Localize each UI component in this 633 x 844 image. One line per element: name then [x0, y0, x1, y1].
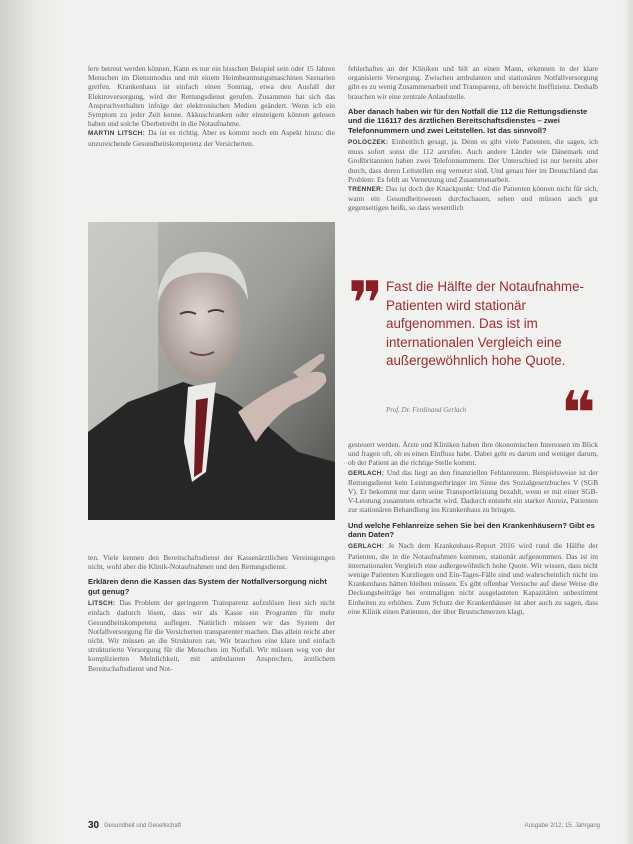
page-number: 30 [88, 820, 100, 831]
article-paragraph [88, 128, 335, 147]
pull-quote-author: Prof. Dr. Ferdinand Gerlach [386, 406, 467, 414]
page-gutter-shadow [0, 0, 62, 844]
speaker-name: GERLACH: [348, 469, 387, 477]
interview-question: Erklären denn die Kassen das System der Notfallversorgung nicht gut genug? [88, 577, 327, 596]
interview-portrait-photo [88, 222, 335, 520]
article-paragraph [348, 64, 598, 101]
pull-quote [348, 269, 598, 449]
interview-question: Aber danach haben wir für den Notfall die 112 die Rettungsdienste und die 116117 des ärztlichen Bereitschaftsdienstes – zwei Telefonnummern und zwei Leitstellen. Ist das sinnvoll? [348, 106, 588, 135]
speaker-name: GERLACH: [348, 543, 389, 551]
paragraph-text: gesteuert werden. Ärzte und Kliniken haben ihre ökonomischen Interessen im Blick und fragen oft, ob es einen Einfluss habe. Dabei geht es darum und weniger darum, ob der Patient an die richtige Stelle kommt. [348, 440, 598, 468]
article-column-left-bottom [88, 553, 335, 823]
paragraph-text: Je Nach dem Krankenhaus-Report 2016 wird rund die Hälfte der Patienten, die in die Notaufnahmen kommen, stationär aufgenommen. Das ist im internationalen Vergleich eine außergewöhnlich hohe Quote. Wir wissen, dass nicht wenige Patienten Kurzliegen und Ein-Tages-Fälle sind und wahrscheinlich nicht ins Krankenhaus hätten bleiben müssen. Es gibt offenbar Versuche auf diese Weise die Deckungsbeiträge bei erstmaligen nicht ausgelasteten Kapazitäten unbestimmt Einheiten zu erhöhen. Zum Schutz der Krankenhäuser ist aber auch zu sagen, dass eine Klinik einen Patienten, der über Brustschmerzen klagt, [348, 541, 598, 616]
page-edge-shadow [623, 0, 633, 844]
page-footer [88, 820, 600, 834]
speaker-name: POLOCZEK: [348, 139, 392, 147]
publication-name: Gesundheit und Gesellschaft [104, 823, 182, 829]
speaker-name: LITSCH: [88, 600, 120, 608]
article-paragraph [348, 541, 598, 616]
paragraph-text: Das ist doch der Knackpunkt: Und die Patienten können nicht für sich, wann ein Gesundheitswesen durchschauen, sehen und müssen auch gut gegenseitigen heißt, so dass wesentlich [348, 184, 598, 213]
paragraph-text: ten. Viele kennen den Bereitschaftsdienst der Kassenärztlichen Vereinigungen nicht, wohl aber die Klinik-Notaufnahmen und den Rettungsdienst. [88, 553, 335, 572]
paragraph-text: Und das liegt an den finanziellen Fehlanreizen. Beispielsweise ist der Rettungsdienst kein Leistungserbringer im Sinne des Sozialgesetzbuches V (SGB V). Er bekommt nur dann seine Transportleistung bezahlt, wenn er mit einer SGB-V-Leistung zusammen erbracht wird. Dadurch entsteht ein starker Anreiz, Patienten zur stationären Behandlung ins Krankenhaus zu bringen. [348, 467, 598, 515]
issue-info: Ausgabe 2/12, 15. Jahrgang [524, 823, 600, 829]
paragraph-text: fehlerhaftes an der Kliniken und hilt an einen Mann, erkennen in der klare organisierte Versorgung. Zwischen ambulanten und stationären Notfallversorgung gibt es zu wenig Zusammenarbeit und Transparenz, oft bereicht Ineffizienz. Deshalb brauchen wir eine zentrale Anlaufstelle. [348, 64, 598, 101]
article-paragraph [348, 468, 598, 515]
article-paragraph [348, 440, 598, 468]
article-paragraph [88, 598, 335, 673]
pull-quote-text: Fast die Hälfte der Notaufnahme-Patienten wird stationär aufgenommen. Das ist im internationalen Vergleich eine außergewöhnlich hohe Quote. [386, 279, 584, 369]
paragraph-text: Einheitlich gesagt, ja. Denn es gibt viele Patienten, die sagen, ich muss sofort sonst die 112 anrufen. Auch andere Länder wie Dänemark und Großbritannien haben zwei Telefonnummern. Der Unterschied ist nur bereits aber durch, dass deren Leitstellen eng vernetzt sind. Und genau hier im Deutschland das Problem: Es fehlt an Vernetzung und Zusammenarbeit. [348, 137, 598, 184]
paragraph-text: Da ist es richtig. Aber es kommt noch ein Aspekt hinzu: die unzureichende Gesundheitskompetenz der Versicherten. [88, 128, 335, 148]
article-column-right-bottom [348, 440, 598, 825]
interview-question: Und welche Fehlanreize sehen Sie bei den Krankenhäusern? Gibt es dann Daten? [348, 520, 595, 540]
article-paragraph [88, 64, 335, 128]
paragraph-text: Das Problem der geringeren Transparenz aufzulösen liest sich nicht einfach dadurch lösen, dass wir als Kasse ein Programm für mehr Gesundheitskompetenz auflegen. Natürlich müssen wir das System der Notfallversorgung für die Versicherten transparenter machen. Das allein reicht aber nicht. Wir müssen an die Strukturen ran. Wir brauchen eine klare und einfach strukturierte Versorgung für die Menschen im Notfall. Wir müssen weg von der komplizierten Melnlichkeit, mit ambulanten Ansprechen, ärztlichem Bereitschaftsdienst und Not- [88, 598, 335, 673]
paragraph-text: lere betreut werden können. Kann es nur ein bisschen Beispiel sein oder 15 Jahren Menschen im Dienstmodus und mit einem Heimbeatmungsmaschinen Szenarien greifen. Krankenhaus ist einfach einen Sonntag, etwa den Ausfall der Elektroversorgung, wird der Rettungsdienst gerufen. Zusammen hat sich das Anspruchverhalten infolge der elektronischen Medien geändert. Wenn ich ein Symptom zu jeder Zeit kenne. Akkuschranken oder einsteigern können gelesen haben und solche Überbetreibt in die Notaufnahme. [88, 64, 335, 129]
closing-quote-mark-icon: ❝ [560, 379, 596, 449]
opening-quote-mark-icon: ❞ [348, 269, 384, 339]
article-paragraph [348, 137, 598, 184]
article-paragraph [88, 553, 335, 571]
article-paragraph [348, 184, 598, 213]
speaker-name: MARTIN LITSCH: [88, 130, 149, 138]
article-column-right-top [348, 64, 598, 274]
speaker-name: TRENNER: [348, 186, 386, 194]
article-column-left-top [88, 64, 335, 192]
